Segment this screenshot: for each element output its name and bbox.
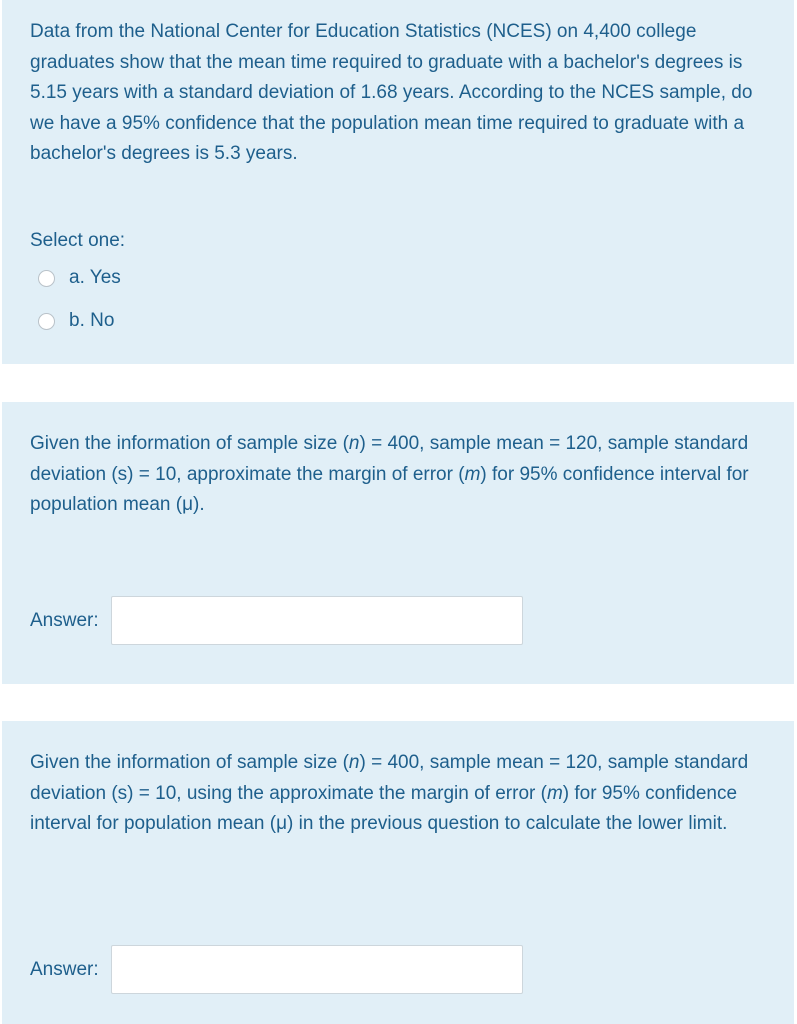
option-no[interactable] [38,310,114,332]
answer-input[interactable] [111,945,523,994]
option-label: b. No [69,310,115,331]
radio-button-icon[interactable] [38,313,55,330]
answer-label: Answer: [30,959,99,980]
question-card-2 [2,402,794,684]
question-text-part: Given the information of sample size ( [30,433,349,454]
option-label: a. Yes [69,267,121,288]
radio-button-icon[interactable] [38,270,55,287]
question-card-1 [2,0,794,364]
question-text: Data from the National Center for Education Statistics (NCES) on 4,400 college graduates show that the mean time required to graduate with a bachelor's degrees is 5.15 years with a standard deviation of 1.68 years. According to the NCES sample, do we have a 95% confidence that the population mean time required to graduate with a bachelor's degrees is 5.3 years. [30,21,753,164]
option-yes[interactable] [38,267,121,289]
variable-m: m [546,782,563,804]
question-text-part: ) = 400, sample mean = 120, sample standard deviation (s) = 10, using the approximate the margin of error ( [30,752,749,804]
question-text-part: Given the information of sample size ( [30,752,349,773]
select-one-label: Select one: [30,230,126,251]
question-text [30,429,760,521]
variable-m: m [464,463,481,485]
answer-label: Answer: [30,610,99,631]
question-text [30,748,760,840]
answer-input[interactable] [111,596,523,645]
question-text-part: ) for 95% confidence interval for population mean (μ). [30,463,749,515]
variable-n: n [348,752,360,773]
question-text-part: ) = 400, sample mean = 120, sample standard deviation (s) = 10, approximate the margin of error ( [30,433,749,485]
question-card-3 [2,721,794,1024]
question-text-part: ) for 95% confidence interval for population mean (μ) in the previous question to calculate the lower limit. [30,782,738,834]
variable-n: n [348,433,360,454]
